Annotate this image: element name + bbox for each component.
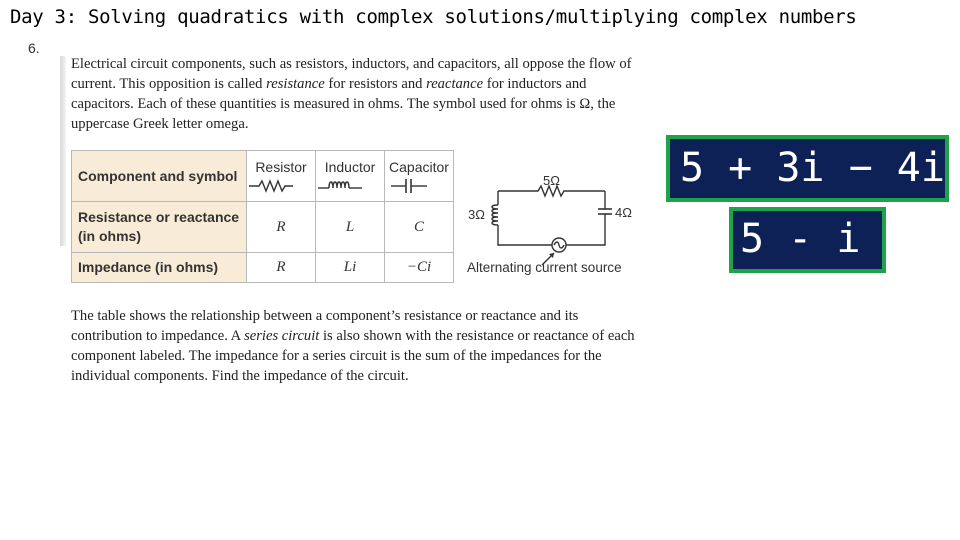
textbook-excerpt [60,48,660,388]
outro-text-2: is also shown with the resistance or reactance of each component labeled. The impedance for a series circuit is the sum of the impedances for the individual components. Find the impedance of the circuit. [71,328,635,384]
circuit-label-5-ohm: 5Ω [543,173,560,188]
outro-text-1: The table shows the relationship between a component’s resistance or reactance and its contribution to impedance. A [71,308,579,344]
answer-result-box: 5 - i [729,207,886,273]
column-resistor-label: Resistor [255,159,307,175]
impedance-capacitor-cell: −Ci [385,253,454,283]
outro-paragraph [71,306,651,386]
table-header-row [72,151,454,202]
scan-shadow [60,56,66,246]
table-row-resistance [72,202,454,253]
resistance-capacitor-cell: C [385,202,454,253]
table-row-impedance [72,253,454,283]
circuit-label-4-ohm: 4Ω [615,205,632,220]
intro-text-3: for inductors and capacitors. Each of these quantities is measured in ohms. The symbol used for ohms is Ω, the uppercase Greek letter omega. [71,76,616,132]
impedance-inductor-cell: Li [316,253,385,283]
capacitor-symbol-icon [385,177,433,193]
column-capacitor-label: Capacitor [389,159,449,175]
circuit-caption: Alternating current source [467,260,622,275]
intro-text-2: for resistors and [324,76,427,92]
circuit-label-3-ohm: 3Ω [468,207,485,222]
intro-paragraph [71,54,651,134]
resistor-symbol-icon [247,177,295,193]
column-inductor-label: Inductor [324,159,376,175]
intro-term-reactance: reactance [426,76,484,92]
column-capacitor [385,151,454,202]
impedance-resistor-cell: R [247,253,316,283]
resistance-inductor-cell: L [316,202,385,253]
component-table [71,150,454,283]
inductor-symbol-icon [316,177,364,193]
problem-number: 6. [28,40,40,56]
circuit-inductor-icon [492,205,498,225]
slide-title: Day 3: Solving quadratics with complex solutions/multiplying complex numbers [10,6,857,28]
outro-term-series-circuit: series circuit [244,328,320,344]
table-corner-cell: Component and symbol [72,151,247,202]
intro-text-1: Electrical circuit components, such as resistors, inductors, and capacitors, all oppose the flow of current. This opposition is called [71,56,632,92]
column-inductor [316,151,385,202]
column-resistor [247,151,316,202]
intro-term-resistance: resistance [266,76,325,92]
row-impedance-label: Impedance (in ohms) [72,253,247,283]
resistance-resistor-cell: R [247,202,316,253]
row-resistance-label: Resistance or reactance (in ohms) [72,202,247,253]
answer-expression-box: 5 + 3i − 4i [666,135,949,202]
